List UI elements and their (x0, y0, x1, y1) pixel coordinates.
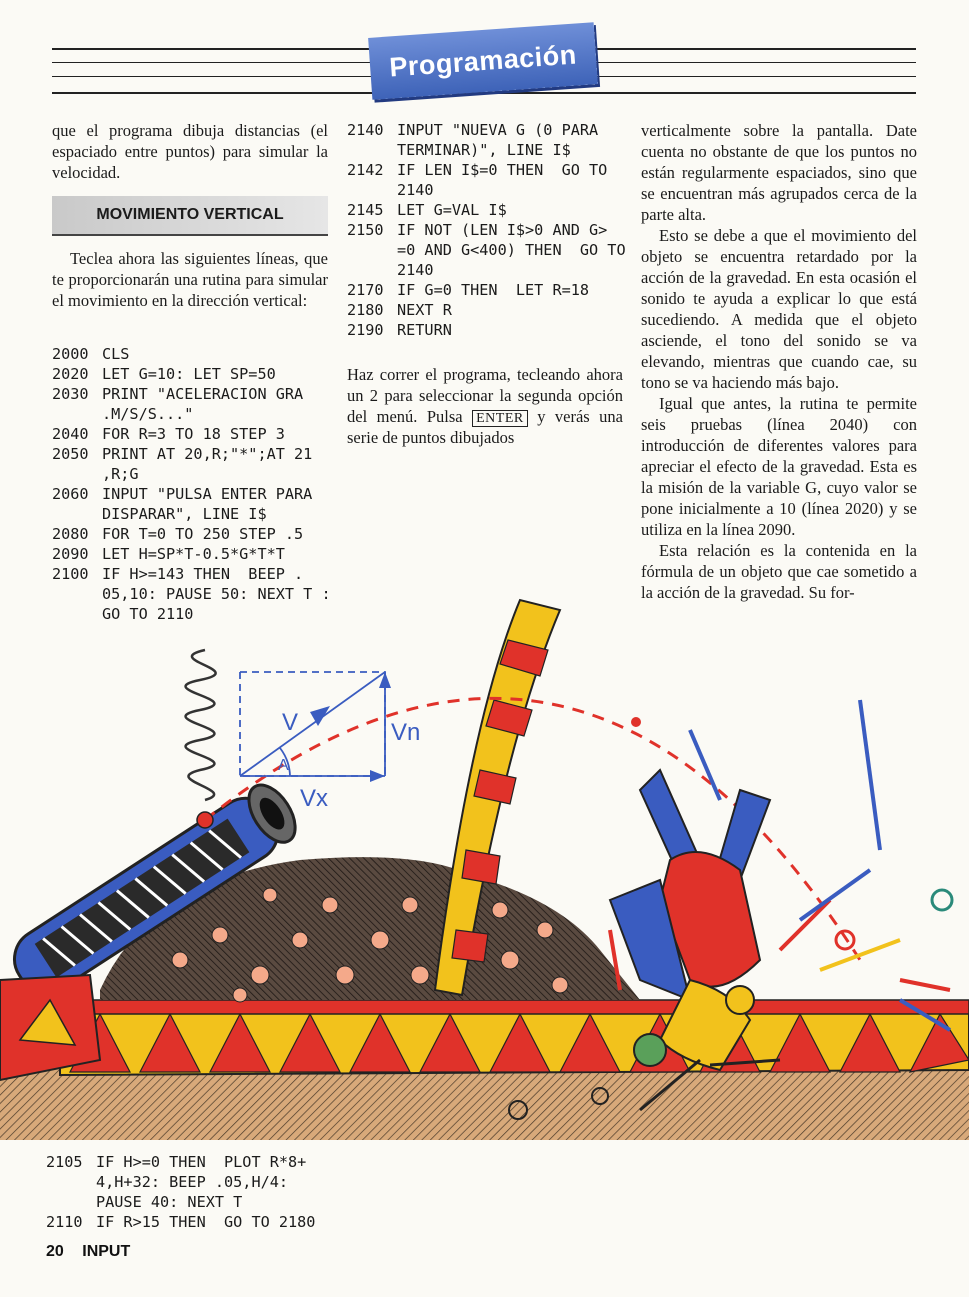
velocity-arrowheads (310, 672, 391, 782)
right-column (641, 120, 917, 603)
cannon-illustration (0, 560, 969, 1140)
ring-top-band (60, 1000, 969, 1014)
page-number: 20 (46, 1243, 64, 1260)
paragraph-text: Teclea ahora las siguientes líneas, que te proporcionarán una rutina para simular el movimiento en la dirección vertical: (52, 249, 328, 310)
label-v: V (282, 709, 299, 736)
code-line-number: 2030 (52, 385, 89, 403)
section-title: Programación (388, 38, 578, 83)
code-line-text: IF H>=0 THEN PLOT R*8+ 4,H+32: BEEP .05,H/4: PAUSE 40: NEXT T (96, 1153, 316, 1211)
code-line-number: 2170 (347, 281, 384, 299)
code-line-number: 2040 (52, 425, 89, 443)
code-line-text: INPUT "NUEVA G (0 PARA TERMINAR)", LINE I$ (397, 121, 608, 159)
label-vn: Vn (391, 719, 421, 746)
heading-text: MOVIMIENTO VERTICAL (96, 206, 284, 223)
code-line-number: 2142 (347, 161, 384, 179)
code-line-text: IF H>=143 THEN BEEP . 05,10: PAUSE 50: NEXT T : GO TO 2110 (102, 565, 340, 623)
middle-text (347, 364, 623, 448)
code-line-number: 2145 (347, 201, 384, 219)
page-footer (46, 1243, 130, 1261)
code-line-text: LET G=10: LET SP=50 (102, 365, 276, 383)
code-line-number: 2060 (52, 485, 89, 503)
left-paragraph (52, 248, 328, 311)
code-line-text: FOR R=3 TO 18 STEP 3 (102, 425, 285, 443)
left-intro (52, 120, 328, 183)
code-line-text: INPUT "PULSA ENTER PARA DISPARAR", LINE I$ (102, 485, 322, 523)
middle-paragraph (347, 364, 623, 448)
code-line-text: LET H=SP*T-0.5*G*T*T (102, 545, 285, 563)
code-line-text: PRINT "ACELERACION GRA .M/S/S..." (102, 385, 313, 423)
code-line-text: IF LEN I$=0 THEN GO TO 2140 (397, 161, 617, 199)
section-heading (52, 196, 328, 236)
code-line-number: 2110 (46, 1213, 83, 1231)
code-line-text: CLS (102, 345, 130, 363)
velocity-diagram (240, 672, 385, 776)
middle-code-listing (347, 120, 635, 340)
code-line-text: FOR T=0 TO 250 STEP .5 (102, 525, 304, 543)
right-paragraph-3: Igual que antes, la rutina te permite seis pruebas (línea 2040) con introducción de diferentes valores para apreciar el efecto de la gravedad. Esta es la misión de la variable G, cuyo valor se pone inicialmente a 10 (línea 2020) y se utiliza en la línea 2090. (641, 394, 917, 539)
intro-text: que el programa dibuja distancias (el espaciado entre puntos) para simular la velocidad. (52, 121, 328, 182)
section-banner (368, 22, 598, 100)
magazine-name: INPUT (82, 1243, 131, 1260)
label-vx: Vx (300, 785, 329, 812)
code-line-number: 2020 (52, 365, 89, 383)
code-line-text: PRINT AT 20,R;"*";AT 21 ,R;G (102, 445, 322, 483)
code-line-text: LET G=VAL I$ (397, 201, 507, 219)
code-line-number: 2080 (52, 525, 89, 543)
code-line-text: NEXT R (397, 301, 452, 319)
code-line-number: 2150 (347, 221, 384, 239)
header-rule-4 (52, 92, 916, 94)
code-line-number: 2090 (52, 545, 89, 563)
code-line-text: IF R>15 THEN GO TO 2180 (96, 1213, 316, 1231)
smoke-spiral (186, 650, 216, 800)
label-a: A (278, 757, 289, 774)
code-line-number: 2100 (52, 565, 89, 583)
code-line-number: 2140 (347, 121, 384, 139)
code-line-number: 2050 (52, 445, 89, 463)
code-line-number: 2105 (46, 1153, 83, 1171)
code-line-text: IF G=0 THEN LET R=18 (397, 281, 590, 299)
right-paragraph-2: Esto se debe a que el movimiento del objeto se encuentra retardado por la acción de la gravedad. En esta ocasión el sonido te ayuda a explicar lo que está sucediendo. A medida que el objeto asciende, el tono del sonido se va elevando, mientras que cuando cae, su tono se va haciendo más bajo. (641, 226, 917, 392)
middle-text-a: Haz correr el programa, tecleando ahora un 2 para seleccionar la segunda opción del menú. Pulsa (347, 365, 623, 426)
projectile-dot (197, 812, 213, 828)
code-line-text: RETURN (397, 321, 452, 339)
enter-key: ENTER (472, 410, 528, 427)
code-line-number: 2180 (347, 301, 384, 319)
code-line-text: IF NOT (LEN I$>0 AND G> =0 AND G<400) THEN GO TO 2140 (397, 221, 635, 279)
code-line-number: 2000 (52, 345, 89, 363)
bottom-code-listing (46, 1152, 342, 1232)
code-line-number: 2190 (347, 321, 384, 339)
middle-text-b: y verás una serie de puntos dibujados (347, 407, 624, 447)
right-paragraph-1: verticalmente sobre la pantalla. Date cuenta no obstante de que los puntos no están regularmente espaciados, sino que se encuentran más agrupados cerca de la parte alta. (641, 121, 917, 224)
right-paragraph-4: Esta relación es la contenida en la fórmula de un objeto que cae sometido a la acción de la gravedad. Su for- (641, 541, 917, 602)
